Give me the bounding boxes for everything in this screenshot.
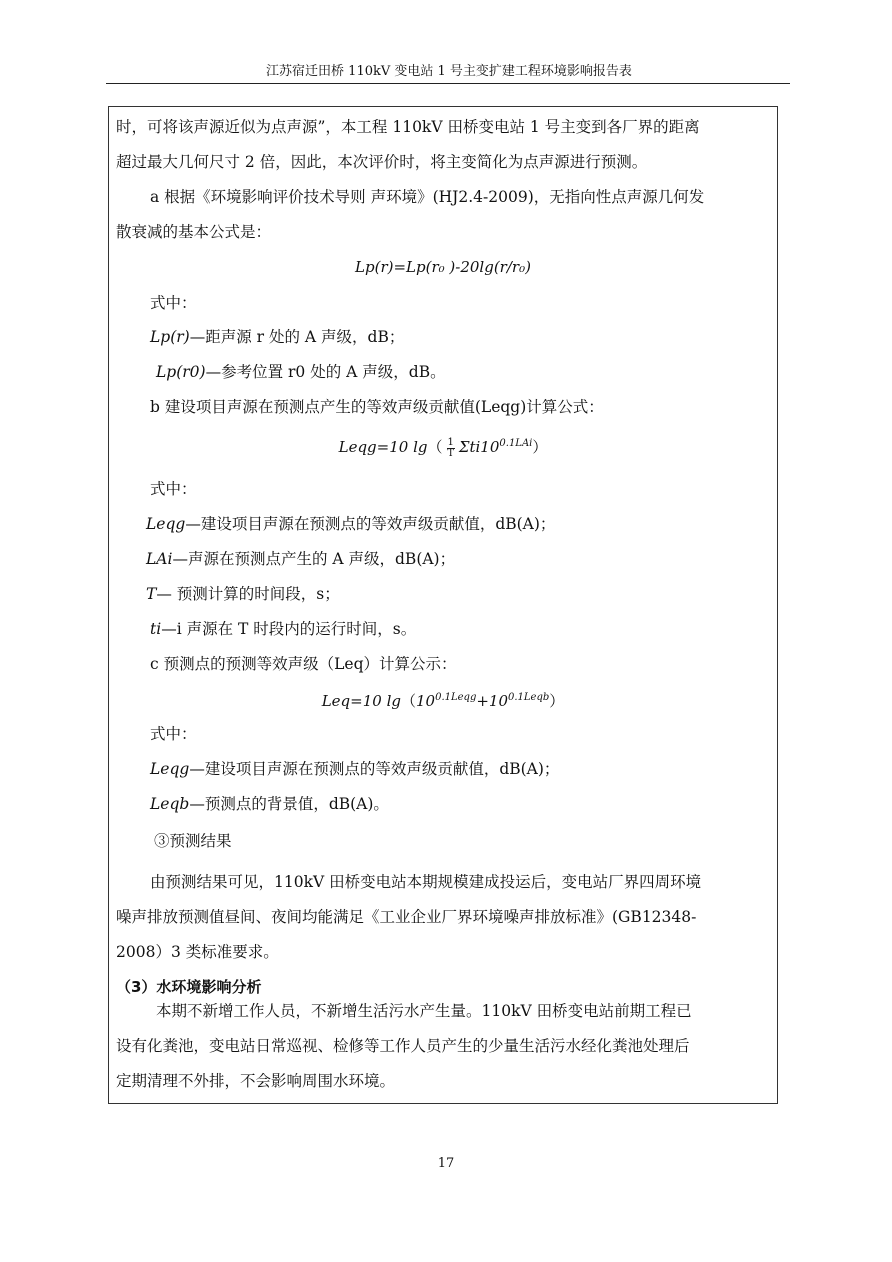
paragraph-line: a 根据《环境影响评价技术导则 声环境》(HJ2.4-2009)，无指向性点声源几何发 — [150, 188, 705, 206]
definition-line — [150, 794, 389, 814]
paragraph-line: 本期不新增工作人员，不新增生活污水产生量。110kV 田桥变电站前期工程已 — [156, 1002, 692, 1020]
paragraph-line: 定期清理不外排，不会影响周围水环境。 — [116, 1072, 396, 1090]
definition-symbol: Lp(r0) — [156, 363, 206, 381]
paragraph-line: 噪声排放预测值昼间、夜间均能满足《工业企业厂界环境噪声排放标准》(GB12348- — [116, 908, 697, 926]
formula-exponent: 0.1LAi — [499, 438, 533, 449]
definition-text: —建设项目声源在预测点的等效声级贡献值，dB(A)； — [185, 515, 556, 533]
definition-text: —预测点的背景值，dB(A)。 — [189, 795, 389, 813]
definition-line — [146, 584, 340, 604]
definition-symbol: Leqg — [146, 515, 186, 533]
section-heading: （3）水环境影响分析 — [116, 978, 262, 996]
where-label: 式中： — [150, 725, 197, 743]
definition-line — [150, 327, 404, 347]
where-label: 式中： — [150, 480, 197, 498]
paragraph-line: 散衰减的基本公式是： — [116, 223, 272, 241]
definition-text: —建设项目声源在预测点的等效声级贡献值，dB(A)； — [189, 760, 560, 778]
where-label: 式中： — [150, 294, 197, 312]
formula-predicted: Leq=10 $\lg(10^{0.1Leqg}+10^{0.1Leqb})$ — [321, 692, 565, 710]
definition-symbol: Lp(r) — [150, 328, 190, 346]
definition-text: — 预测计算的时间段，s； — [156, 585, 340, 603]
formula-exponent: 0.1Leqg — [435, 692, 477, 703]
formula-right: Σti10 — [458, 438, 500, 456]
header-rule — [106, 83, 790, 84]
definition-text: —声源在预测点产生的 A 声级，dB(A)； — [172, 550, 456, 568]
definition-line — [156, 362, 446, 382]
definition-line — [146, 514, 555, 534]
document-header: 江苏宿迁田桥 110kV 变电站 1 号主变扩建工程环境影响报告表 — [266, 64, 632, 79]
page-number: 17 — [437, 1156, 455, 1171]
formula-contribution: Leqg=10 lg（ $\frac{1}{T}$ $\Sigma ti10^{0.1LAi}$） — [338, 436, 548, 459]
definition-symbol: LAi — [146, 550, 173, 568]
definition-text: —参考位置 r0 处的 A 声级，dB。 — [205, 363, 446, 381]
paragraph-line: 时，可将该声源近似为点声源”，本工程 110kV 田桥变电站 1 号主变到各厂界的距离 — [116, 118, 700, 136]
definition-symbol: ti — [150, 620, 162, 638]
paragraph-line: 超过最大几何尺寸 2 倍，因此，本次评价时，将主变简化为点声源进行预测。 — [116, 153, 648, 171]
formula-left: Leqg=10 lg — [338, 438, 428, 456]
definition-text: —i 声源在 T 时段内的运行时间，s。 — [161, 620, 417, 638]
definition-line — [150, 619, 416, 639]
definition-symbol: T — [146, 585, 157, 603]
fraction-denominator: T — [447, 447, 455, 459]
formula-exponent: 0.1Leqb — [508, 692, 550, 703]
definition-line — [150, 759, 559, 779]
paragraph-line: 由预测结果可见，110kV 田桥变电站本期规模建成投运后，变电站厂界四周环境 — [150, 873, 702, 891]
formula-left: Leq=10 lg — [321, 692, 401, 710]
result-heading: ③预测结果 — [154, 832, 232, 850]
paragraph-line: b 建设项目声源在预测点产生的等效声级贡献值(Leqg)计算公式： — [150, 398, 604, 416]
definition-symbol: Leqg — [150, 760, 190, 778]
paragraph-line: 设有化粪池，变电站日常巡视、检修等工作人员产生的少量生活污水经化粪池处理后 — [116, 1037, 690, 1055]
formula-fraction — [447, 438, 455, 459]
definition-text: —距声源 r 处的 A 声级，dB； — [189, 328, 405, 346]
paragraph-line: 2008）3 类标准要求。 — [116, 943, 279, 961]
definition-line — [146, 549, 455, 569]
formula-attenuation: Lp(r)=Lp(r₀ )-20lg(r/r₀) — [355, 258, 531, 276]
paragraph-line: c 预测点的预测等效声级（Leq）计算公示： — [150, 655, 457, 673]
definition-symbol: Leqb — [150, 795, 190, 813]
fraction-numerator: 1 — [447, 436, 454, 448]
